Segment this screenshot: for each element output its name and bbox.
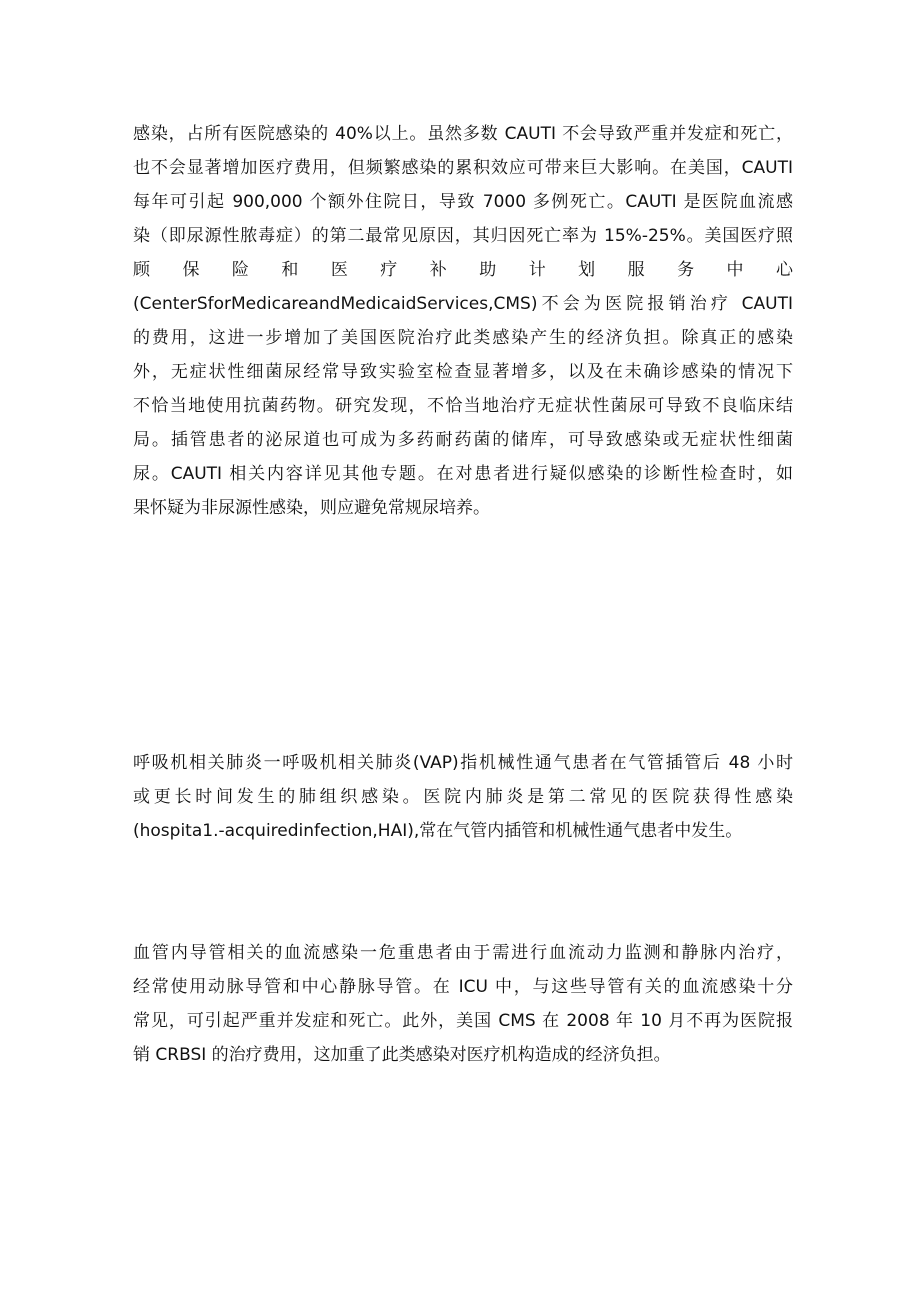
text-line: 感染，占所有医院感染的 40%以上。虽然多数 CAUTI 不会导致严重并发症和死亡，	[133, 124, 793, 144]
text-line: 经常使用动脉导管和中心静脉导管。在 ICU 中，与这些导管有关的血流感染十分	[133, 977, 793, 997]
paragraph-crbsi	[133, 936, 793, 1072]
text-line: 顾 保 险 和 医 疗 补 助 计 划 服 务 中 心	[133, 260, 793, 280]
text-line: (hospita1.-acquiredinfection,HAI),常在气管内插管和机械性通气患者中发生。	[133, 821, 743, 841]
text-line: 局。插管患者的泌尿道也可成为多药耐药菌的储库，可导致感染或无症状性细菌	[133, 430, 793, 450]
text-line: 染（即尿源性脓毒症）的第二最常见原因，其归因死亡率为 15%-25%。美国医疗照	[133, 226, 793, 246]
paragraph-vap	[133, 746, 793, 848]
text-line: 血管内导管相关的血流感染一危重患者由于需进行血流动力监测和静脉内治疗，	[133, 943, 793, 963]
text-line: 的费用，这进一步增加了美国医院治疗此类感染产生的经济负担。除真正的感染	[133, 328, 793, 348]
text-line: 每年可引起 900,000 个额外住院日，导致 7000 多例死亡。CAUTI 是医院血流感	[133, 192, 793, 212]
text-line: 外，无症状性细菌尿经常导致实验室检查显著增多，以及在未确诊感染的情况下	[133, 362, 793, 382]
text-line: 不恰当地使用抗菌药物。研究发现，不恰当地治疗无症状性菌尿可导致不良临床结	[133, 396, 793, 416]
text-line: 呼吸机相关肺炎一呼吸机相关肺炎(VAP)指机械性通气患者在气管插管后 48 小时	[133, 753, 793, 773]
text-line: 销 CRBSI 的治疗费用，这加重了此类感染对医疗机构造成的经济负担。	[133, 1045, 671, 1065]
text-line: 尿。CAUTI 相关内容详见其他专题。在对患者进行疑似感染的诊断性检查时，如	[133, 464, 793, 484]
text-line: (CenterSforMedicareandMedicaidServices,CMS)不会为医院报销治疗 CAUTI	[133, 294, 793, 314]
text-line: 常见，可引起严重并发症和死亡。此外，美国 CMS 在 2008 年 10 月不再为医院报	[133, 1011, 793, 1031]
text-line: 果怀疑为非尿源性感染，则应避免常规尿培养。	[133, 498, 490, 518]
text-line: 或更长时间发生的肺组织感染。医院内肺炎是第二常见的医院获得性感染	[133, 787, 793, 807]
paragraph-cauti	[133, 117, 793, 525]
text-line: 也不会显著增加医疗费用，但频繁感染的累积效应可带来巨大影响。在美国，CAUTI	[133, 158, 793, 178]
